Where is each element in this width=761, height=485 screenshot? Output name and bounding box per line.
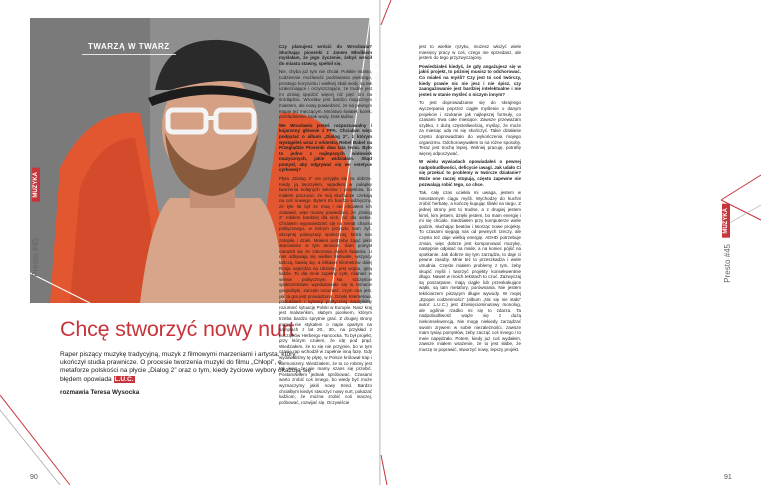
interview-question: W wielu wywiadach opowiadałeś o pewnej nadpobudliwości, deficycie uwagi. Jak udało Ci się przekuć to problemy w twórcze działanie? Może one raczej stopują, często zapewne nie pozwalają robić tego, co chce. (419, 159, 521, 187)
interview-answer: Tak, cały czas uciekła mi uwaga, jestem w nieustannym ciągu myśli. Wychodzę do kuchni zrobić herbatę, a kończę kupując śliwki na targu. Z jednej strony jest to trudne, a z drugiej jestem kimś, kim jestem, dzięki jestem, bo mam energię i mi się chciało. Siedziałem przy komputerze wiele godzin, słuchając beatów i tworząc nowe projekty. To czasami sięgają nas od pewnych rzeczy, ale często też daje wielką energię. ADHD potrzebuje zmian, więc dobrze jest komponować muzykę, następnie odpisać na maile, a na koniec pójść na spotkanie. Jak dobrze się tym zarządza, to daje ci pewne zasoby. Mnie też to przeszkadza i wiele utrudnia. Często miałem problemy z tym, żeby skupić myśli i tworzyć projekty konsekwentnie długo. Nawet w moich tekstach to czuć. Zazwyczaj są poszarpane, mają ciągłe lub przeskakujące wątki, są tam metafory, porównania. Nie jestem tekściarzem piszącym długie wywody. W mojej „Epopei codzienności” (album „Nic się nie stało” autor: L.U.C.) jest dziesięciominutowy monolog, ale ogólnie rzadko mi się to zdarza. Ta nadpobudliwość wiąże się z dużą niekonsekwencją. Nie mogę niekiedy zarządzać swoim zrywem w sobie niezależności, zawsze mam tysiąc pomysłów, żeby zacząć coś innego i to mnie napędzało. Potem, kiedy już coś wydałem, zawsze miałem wrażenie, że to jest słabe, że muszę to poprawić, stworzyć nowy, lepszy projekt. (419, 190, 521, 352)
interview-question: We Wrocławiu jesteś rozpoznawalny i kojarzony głównie z PPA. Chciałam więc podpytać o album „Dialog 2”, z którym wystąpiłeś wraz z orkiestrą Rebel Babel na Przeglądzie Piosenki dwa lata temu. Było to jedno z najlepszych widowisk muzycznych, jakie widziałam. Skąd pomysł, aby odgrywać się we estetyce cyrkowej? (279, 122, 372, 173)
interview-answer: To jest doprowadzanie się do skrajnego wyczerpania poprzez ciągłe myślenie o danym projekcie i szukanie jak najlepszej formuły, co czasami trwa całe miesiące. Zawsze przeważam szybko, z dużą częstotliwością, myśląc, że może za miesiąc uda mi się skończyć. Takie działanie często doprowadzało do wykończenia mojego organizmu. Odchorowywałem to na różne sposoby. Teraz jest trochę lepiej. Wolniej pracuję, potrafię więcej odpoczywać. (419, 100, 521, 156)
interview-question: Powiedziałeś kiedyś, że gdy angażujesz się w jakiś projekt, to później musisz to odchorować. Co miałeś na myśli? Czy jest to coś twórczy, kiedy prawie nic nie jesz i nie śpisz, czy zaangażowanie jest bardziej intelektualne i nie jesteś w stanie myśleć o niczym innym? (419, 63, 521, 97)
artist-name-highlight: L.U.C. (114, 375, 134, 383)
article-headline: Chcę stworzyć nowy nurt (60, 317, 295, 341)
section-tag: TWARZĄ W TWARZ (88, 42, 170, 51)
right-page (381, 0, 761, 485)
section-label-left: MUZYKA (32, 168, 40, 202)
decorative-lines-left (0, 0, 380, 485)
interview-answer: jest to wielkie ryzyko, możesz włożyć wiele miesięcy pracy w coś, czego nie sprzedasz, ale jestem do tego przyzwyczajony. (419, 44, 521, 61)
section-label-right: MUZYKA (722, 204, 730, 238)
lead-text: Raper piszący muzykę tradycyjną, muzyk z filmowymi marzeniami i artysta, który ukończył studia prawnicze. O procesie tworzenia muzyki do filmu „Chłopi”, o metaforze polskości na płycie „Dialog 2” oraz o tym, kiedy życiowe wybory okazują się błędem opowiada (60, 351, 312, 383)
interview-question: Czy planujesz wrócić do Wrocławia? Słuchając piosenki z Janem Młodkiem myślałam, że jego życzenie, żebyś wrócił do miasta stawny, spełnił się. (279, 44, 372, 66)
interview-answer: Nie, chyba już tym nie chciał. Polskie miasto, codziennie możliwość podziwiania pięknego, prostego horyzontu i wielkiej skali wody są tak uzależniające i oczyszczające, że trudne jest mi dzisiaj spędzić więcej niż pięć dni na śródlądziu. Wrocław jest bardzo magicznym miastem, ale nowy powiedzieć, że na pewnym etapie też męczącym. Mnóstwo świateł, korek, przeludnienie, brak wody, brak ładów. (279, 69, 372, 120)
interview-answer: Płyta „Dialog 2” nie przyjęła się za dobrze. Kiedy ją tworzyłem, wpadłem w pułapkę tworzenia kolejnych tekstów i projektów, bo miałem poczucie, że mój słuchacze czekają na coś nowego. Bytem tm bardzo wdzięczny, że tyle lat był ze mną i nie chciałem ich zostawić, więc muszę powiedzieć, że „Dialog 2” robiłem bardziej dla nich, niż dla siebie. Chciałem wypowiedzieć się na temat chaosu politycznego, w którym przyszło nam żyć, okropnej polaryzacji społecznej, która nas zatopiła i dzieli. Miałem potrzebę zająć jakiś stanowisko w tym temacie. Sam pomysł narodził się ze zderzenia dwóch światów. U nas odbywają się wielkie festiwale, wszyscy tańczą, bawią się, a kilkaset kilometrów dalej Rosja najeżdża na Ukrainę, jest wojna, giną ludzie. To dla mnie zupełny cyrk, również w sensie politycznym. Na szczęście społeczeństwo wyedukowało się w temacie geopolityki, zaczęło rozumieć, czym ona jest, jak ta gra jest prowadzona. Dzięki Internetowi, podcastom i sytuacji politycznej zaczęliśmy rozumieć sytuację Polski w Europie. Nasz kraj jest maluteńkim, słabym pionkiem, którym trzeba bardzo sprytnie grać. Z drugiej strony mamy nie stykalem o napie opartym na samplach z lat 20., 30., na przykład z początków Herbergo Hancocka. To był projekt, przy którym czułem, że idę pod prąd. Wiedziałem, że to się nie przyjmie, bo w tym czasie rap wchodził w zupełnie inną fazę. Gdy wydawaliśmy tę płytę, w Polsce królował trap i harmonizery. Wiedziałem, że to co robimy jest tak inne, że nie mamy szans się przebić. Postanowiłem jednak spróbować. Czasami warto zrobić coś innego, bo wiedy być może wyznaczymy jakiś nowy trend. Bardzo chciałbym kiedyś stworzyć nowy nurt, pokazać ludziom, że można zrobić coś inaczej, próbować, rozwijać się. Oczywiście (279, 176, 372, 405)
photo-credit: fot. Kamil Kopański (374, 64, 379, 103)
page-number-left: 90 (30, 474, 38, 481)
issue-label-left: Presto #45 (31, 238, 40, 277)
left-page (0, 0, 380, 485)
issue-label-right: Presto #45 (723, 244, 732, 283)
right-text-column-1 (419, 44, 521, 355)
page-number-right: 91 (724, 474, 732, 481)
byline: rozmawia Teresa Wysocka (60, 389, 140, 396)
